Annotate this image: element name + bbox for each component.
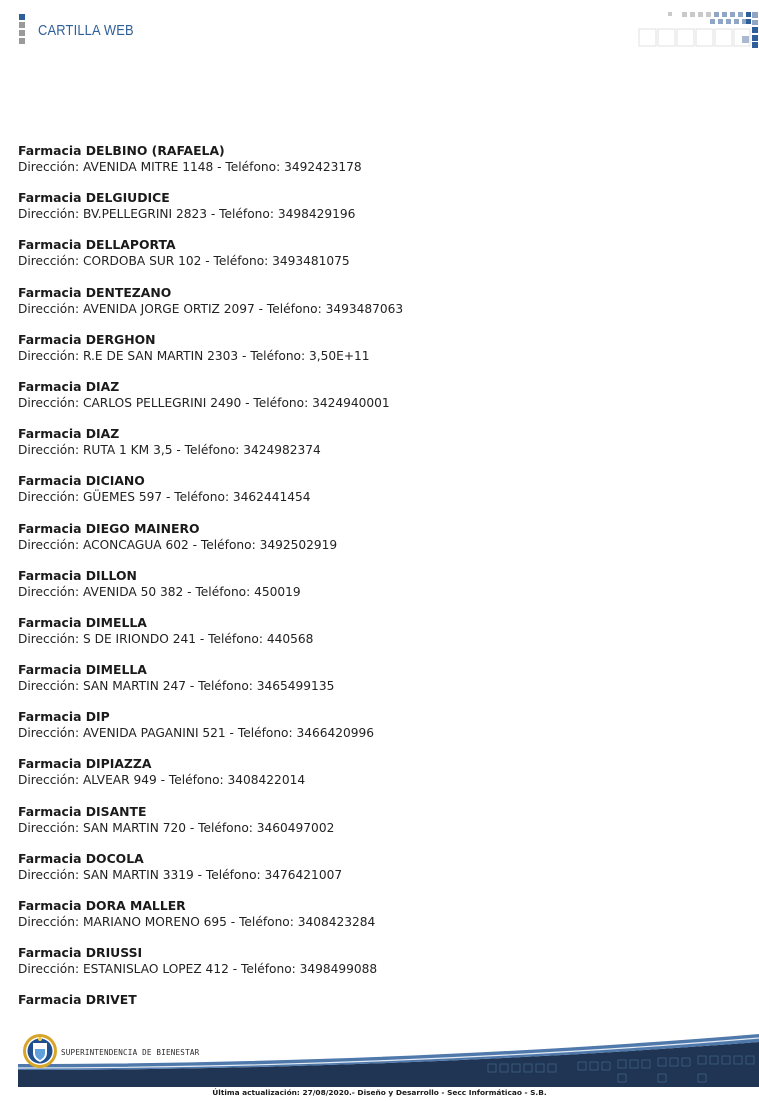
pharmacy-name: Farmacia DELBINO (RAFAELA) (18, 143, 225, 158)
list-item (18, 944, 738, 991)
list-item (18, 850, 738, 897)
pharmacy-address: Dirección: AVENIDA 50 382 - Teléfono: 450019 (18, 584, 301, 599)
pharmacy-name: Farmacia DIMELLA (18, 614, 147, 630)
pharmacy-name: Farmacia DICIANO (18, 473, 145, 489)
list-item (18, 755, 738, 802)
list-item (18, 472, 738, 519)
header-grid-decoration-icon (638, 12, 759, 48)
footer-band (18, 1030, 759, 1087)
pharmacy-address: Dirección: AVENIDA JORGE ORTIZ 2097 - Teléfono: 3493487063 (18, 301, 404, 316)
list-item (18, 425, 738, 472)
pharmacy-name: Farmacia DERGHON (18, 331, 156, 347)
list-item (18, 520, 738, 567)
pharmacy-address: Dirección: AVENIDA MITRE 1148 - Teléfono: 3492423178 (18, 160, 362, 174)
pharmacy-address: Dirección: MARIANO MORENO 695 - Teléfono: 3408423284 (18, 915, 376, 929)
pharmacy-address: Dirección: SAN MARTIN 720 - Teléfono: 3460497002 (18, 820, 335, 835)
header-bars-icon (19, 14, 25, 46)
list-item (18, 284, 738, 331)
pharmacy-name: Farmacia DORA MALLER (18, 898, 186, 913)
pharmacy-name: Farmacia DIMELLA (18, 662, 147, 678)
list-item (18, 142, 738, 189)
pharmacy-address: Dirección: SAN MARTIN 3319 - Teléfono: 3476421007 (18, 867, 343, 882)
pharmacy-name: Farmacia DELLAPORTA (18, 237, 176, 253)
footer-update-line: Última actualización: 27/08/2020.- Diseño y Desarrollo - Secc Informáticao - S.B. (212, 1088, 547, 1097)
pharmacy-address: Dirección: CORDOBA SUR 102 - Teléfono: 3493481075 (18, 254, 350, 269)
pharmacy-name: Farmacia DIP (18, 709, 110, 725)
pharmacy-name: Farmacia DOCOLA (18, 850, 144, 866)
pharmacy-address: Dirección: S DE IRIONDO 241 - Teléfono: 440568 (18, 631, 314, 646)
list-item (18, 708, 738, 755)
pharmacy-name: Farmacia DENTEZANO (18, 284, 172, 300)
pharmacy-name: Farmacia DIEGO MAINERO (18, 520, 200, 536)
list-item (18, 331, 738, 378)
pharmacy-name: Farmacia DIAZ (18, 426, 120, 442)
pharmacy-address: Dirección: SAN MARTIN 247 - Teléfono: 3465499135 (18, 679, 335, 694)
superintendencia-seal-logo (22, 1033, 58, 1069)
pharmacy-name: Farmacia DRIUSSI (18, 945, 143, 961)
list-item (18, 567, 738, 614)
list-item (18, 189, 738, 236)
pharmacy-address: Dirección: ESTANISLAO LOPEZ 412 - Teléfono: 3498499088 (18, 962, 378, 977)
pharmacy-name: Farmacia DRIVET (18, 992, 137, 1008)
pharmacy-name: Farmacia DIAZ (18, 378, 120, 394)
pharmacy-address: Dirección: ALVEAR 949 - Teléfono: 3408422014 (18, 773, 306, 788)
pharmacy-list (18, 142, 738, 1039)
pharmacy-name: Farmacia DIPIAZZA (18, 756, 152, 772)
list-item (18, 803, 738, 850)
list-item (18, 661, 738, 708)
list-item (18, 378, 738, 425)
pharmacy-name: Farmacia DILLON (18, 567, 137, 583)
header-title: CARTILLA WEB (38, 22, 134, 39)
pharmacy-address: Dirección: CARLOS PELLEGRINI 2490 - Teléfono: 3424940001 (18, 395, 390, 410)
pharmacy-address: Dirección: AVENIDA PAGANINI 521 - Teléfono: 3466420996 (18, 726, 375, 741)
pharmacy-address: Dirección: RUTA 1 KM 3,5 - Teléfono: 3424982374 (18, 443, 321, 458)
list-item (18, 614, 738, 661)
pharmacy-address: Dirección: ACONCAGUA 602 - Teléfono: 3492502919 (18, 537, 338, 552)
list-item (18, 236, 738, 283)
pharmacy-address: Dirección: GÜEMES 597 - Teléfono: 3462441454 (18, 490, 311, 505)
pharmacy-name: Farmacia DISANTE (18, 803, 147, 819)
footer-organization: SUPERINTENDENCIA DE BIENESTAR (61, 1048, 200, 1057)
pharmacy-address: Dirección: BV.PELLEGRINI 2823 - Teléfono: 3498429196 (18, 207, 356, 222)
pharmacy-address: Dirección: R.E DE SAN MARTIN 2303 - Teléfono: 3,50E+11 (18, 348, 370, 363)
pharmacy-name: Farmacia DELGIUDICE (18, 190, 170, 206)
list-item (18, 897, 738, 944)
